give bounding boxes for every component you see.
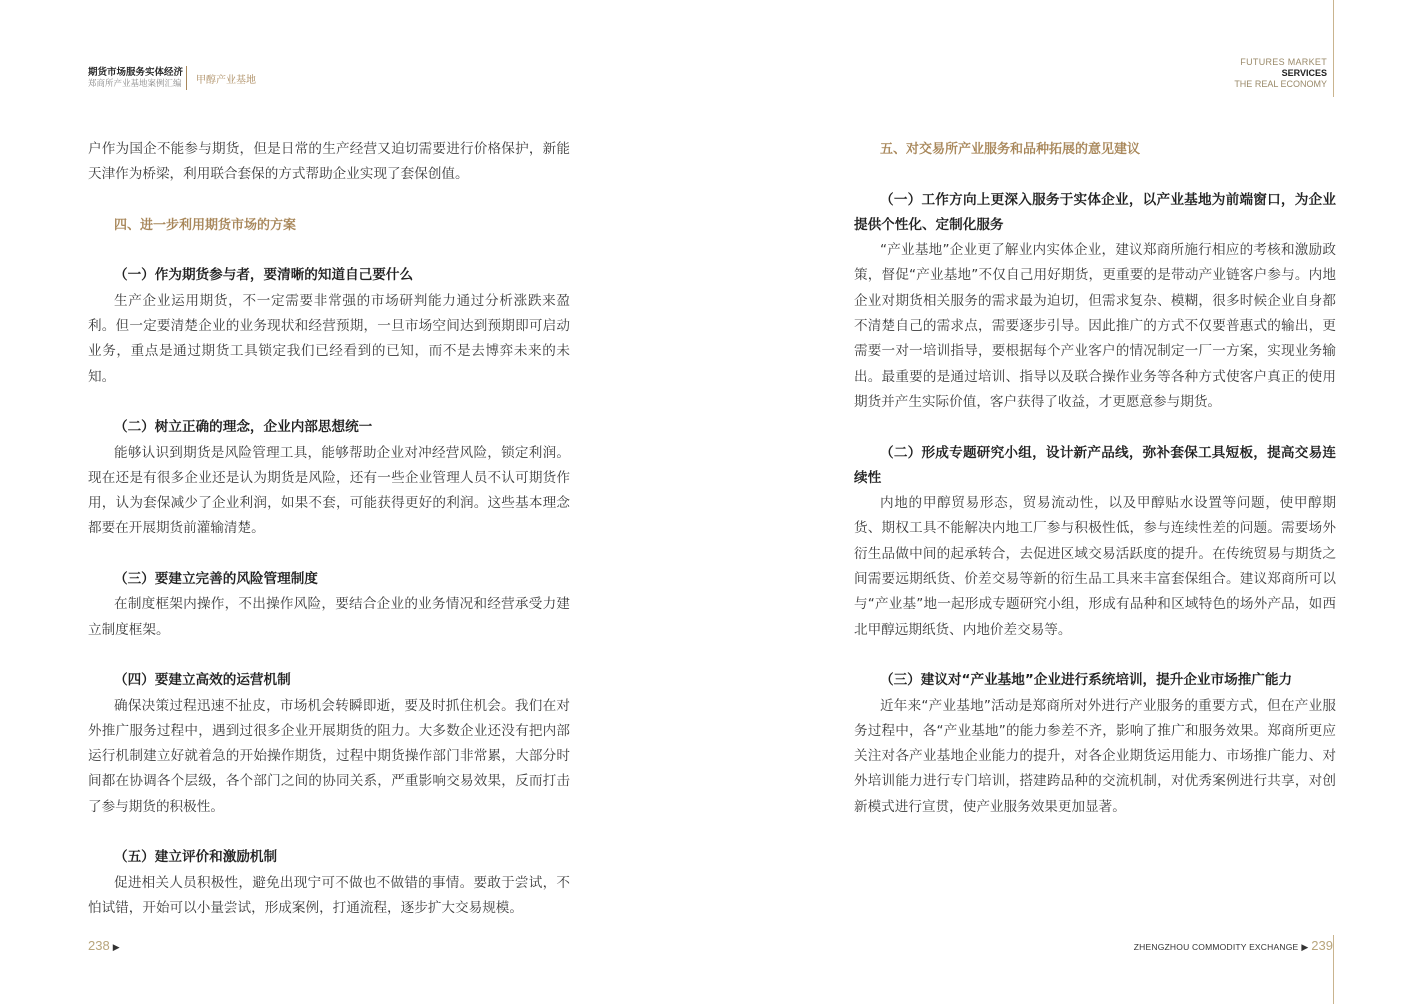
header-separator bbox=[186, 66, 187, 90]
item-heading: （四）要建立高效的运营机制 bbox=[114, 672, 291, 689]
header-book-title bbox=[88, 67, 183, 90]
item-body: 能够认识到期货是风险管理工具，能够帮助企业对冲经营风险，锁定利润。现在还是有很多企业还是认为期货是风险，还有一些企业管理人员不认可期货作用，认为套保减少了企业利润，如果不套，可能获得更好的利润。这些基本理念都要在开展期货前灌输清楚。 bbox=[88, 444, 570, 537]
page-number: 238 bbox=[88, 938, 110, 953]
triangle-right-icon: ▶ bbox=[112, 942, 120, 952]
top-right-divider-line bbox=[1333, 0, 1334, 97]
right-page-column bbox=[854, 137, 1336, 820]
page-number-left bbox=[88, 938, 123, 953]
item-body: 生产企业运用期货，不一定需要非常强的市场研判能力通过分析涨跌来盈利。但一定要清楚企业的业务现状和经营预期，一旦市场空间达到预期即可启动业务，重点是通过期货工具锁定我们已经看到的已知，而不是去博弈未来的未知。 bbox=[88, 292, 570, 385]
header-subtitle: 郑商所产业基地案例汇编 bbox=[88, 79, 182, 89]
item-heading: （一）作为期货参与者，要清晰的知道自己要什么 bbox=[114, 267, 414, 284]
item-body: 促进相关人员积极性，避免出现宁可不做也不做错的事情。要敢于尝试，不怕试错，开始可以小量尝试，形成案例，打通流程，逐步扩大交易规模。 bbox=[88, 874, 570, 916]
item-heading: （三）建议对“产业基地”企业进行系统培训，提升企业市场推广能力 bbox=[880, 672, 1293, 689]
item-heading: （一）工作方向上更深入服务于实体企业，以产业基地为前端窗口，为企业提供个性化、定制化服务 bbox=[854, 191, 1336, 233]
tagline-line-3: THE REAL ECONOMY bbox=[1234, 79, 1327, 89]
header-tagline bbox=[1234, 57, 1327, 90]
page-number: 239 bbox=[1311, 938, 1333, 953]
item-heading: （二）形成专题研究小组，设计新产品线，弥补套保工具短板，提高交易连续性 bbox=[854, 444, 1336, 486]
tagline-line-1: FUTURES MARKET bbox=[1240, 57, 1327, 67]
item-heading: （二）树立正确的理念，企业内部思想统一 bbox=[114, 419, 373, 436]
item-body: 内地的甲醇贸易形态，贸易流动性，以及甲醇贴水设置等问题，使甲醇期货、期权工具不能解决内地工厂参与积极性低，参与连续性差的问题。需要场外衍生品做中间的起承转合，去促进区域交易活跃度的提升。在传统贸易与期货之间需要远期纸货、价差交易等新的衍生品工具来丰富套保组合。建议郑商所可以与“产业基”地一起形成专题研究小组，形成有品种和区域特色的场外产品，如西北甲醇远期纸货、内地价差交易等。 bbox=[854, 495, 1336, 638]
item-body: “产业基地”企业更了解业内实体企业，建议郑商所施行相应的考核和激励政策，督促“产业基地”不仅自己用好期货，更重要的是带动产业链客户参与。内地企业对期货相关服务的需求最为迫切，但需求复杂、模糊，很多时候企业自身都不清楚自己的需求点，需要逐步引导。因此推广的方式不仅要普惠式的输出，更需要一对一培训指导，要根据每个产业客户的情况制定一厂一方案，实现业务输出。最重要的是通过培训、指导以及联合操作业务等各种方式使客户真正的使用期货并产生实际价值，客户获得了收益，才更愿意参与期货。 bbox=[854, 242, 1336, 410]
item-heading: （五）建立评价和激励机制 bbox=[114, 849, 278, 866]
page-number-right bbox=[1134, 938, 1333, 953]
section-title: 四、进一步利用期货市场的方案 bbox=[114, 217, 297, 233]
tagline-line-2: SERVICES bbox=[1281, 68, 1327, 78]
intro-paragraph: 户作为国企不能参与期货，但是日常的生产经营又迫切需要进行价格保护，新能天津作为桥梁，利用联合套保的方式帮助企业实现了套保创值。 bbox=[88, 141, 570, 183]
left-page-column bbox=[88, 137, 570, 921]
header-title: 期货市场服务实体经济 bbox=[88, 67, 184, 78]
item-body: 确保决策过程迅速不扯皮，市场机会转瞬即逝，要及时抓住机会。我们在对外推广服务过程中，遇到过很多企业开展期货的阻力。大多数企业还没有把内部运行机制建立好就着急的开始操作期货，过程中期货操作部门非常累，大部分时间都在协调各个层级，各个部门之间的协同关系，严重影响交易效果，反而打击了参与期货的积极性。 bbox=[88, 697, 570, 815]
exchange-name: ZHENGZHOU COMMODITY EXCHANGE bbox=[1133, 942, 1299, 952]
item-body: 在制度框架内操作，不出操作风险，要结合企业的业务情况和经营承受力建立制度框架。 bbox=[88, 596, 570, 638]
item-body: 近年来“产业基地”活动是郑商所对外进行产业服务的重要方式，但在产业服务过程中，各“产业基地”的能力参差不齐，影响了推广和服务效果。郑商所更应关注对各产业基地企业能力的提升，对各企业期货运用能力、市场推广能力、对外培训能力进行专门培训，搭建跨品种的交流机制，对优秀案例进行共享，对创新模式进行宣贯，使产业服务效果更加显著。 bbox=[854, 697, 1336, 815]
header-section-name: 甲醇产业基地 bbox=[196, 75, 256, 86]
bottom-right-divider-line bbox=[1333, 935, 1334, 1004]
item-heading: （三）要建立完善的风险管理制度 bbox=[114, 571, 318, 588]
triangle-right-icon: ▶ bbox=[1301, 942, 1309, 952]
section-title: 五、对交易所产业服务和品种拓展的意见建议 bbox=[880, 142, 1141, 157]
